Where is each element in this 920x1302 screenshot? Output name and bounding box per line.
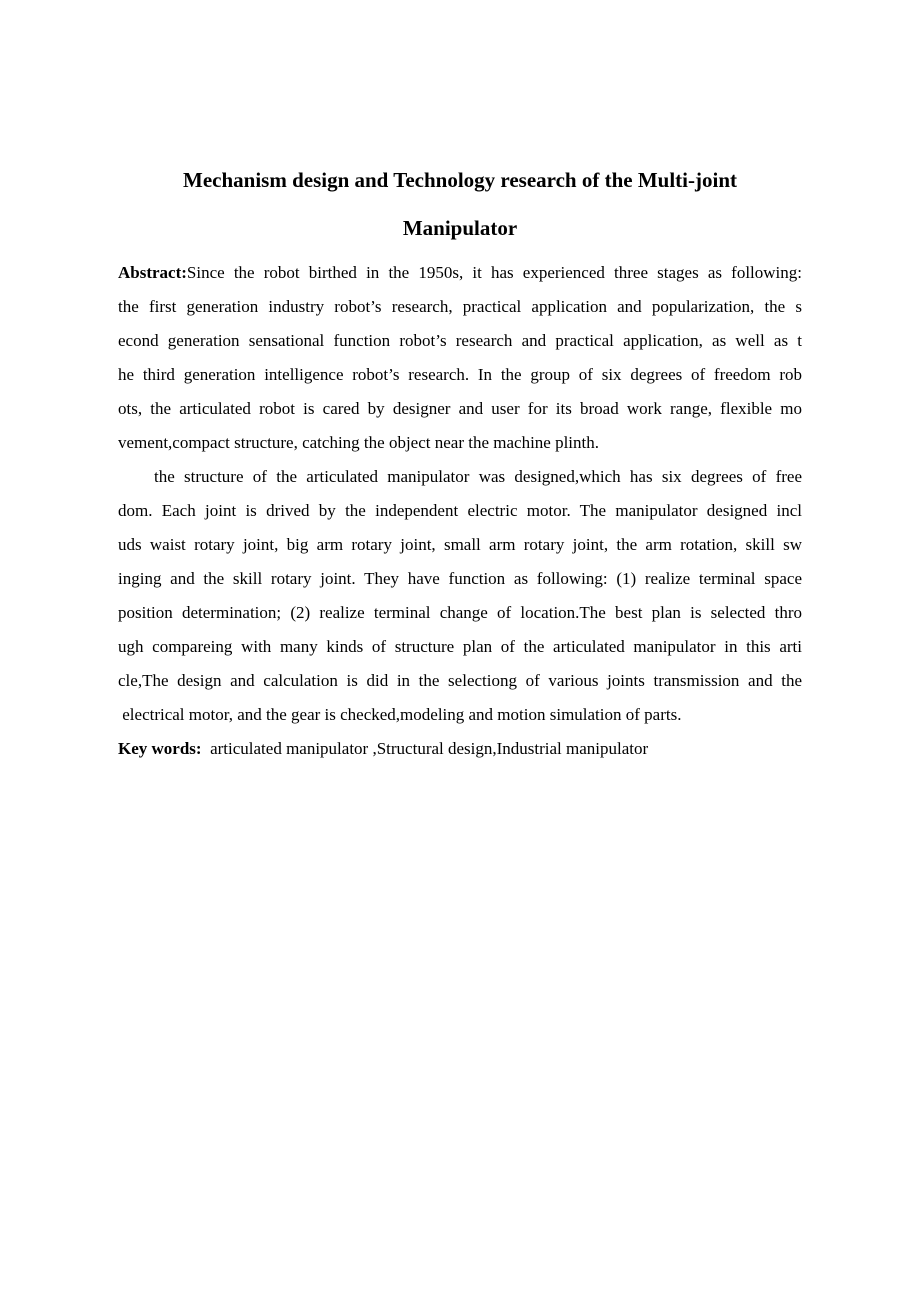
abstract-para2-line-6: ugh compareing with many kinds of structure plan of the articulated manipulator in this arti	[118, 637, 802, 656]
abstract-text-line: Since the robot birthed in the 1950s, it has experienced three stages as following:	[186, 263, 802, 282]
keywords-line	[118, 739, 802, 759]
keywords-label: Key words:	[118, 739, 202, 758]
abstract-para2-line-4: inging and the skill rotary joint. They have function as following: (1) realize terminal space	[118, 569, 802, 588]
abstract-para2-line-5: position determination; (2) realize terminal change of location.The best plan is selected thro	[118, 603, 802, 622]
abstract-line-1	[118, 263, 802, 283]
paper-title-line-1: Mechanism design and Technology research of the Multi-joint	[183, 168, 737, 192]
keywords-text: articulated manipulator ,Structural design,Industrial manipulator	[201, 739, 649, 758]
abstract-label: Abstract:	[118, 263, 187, 282]
abstract-line-2: the first generation industry robot’s research, practical application and popularization, the s	[118, 297, 802, 316]
abstract-line-6: vement,compact structure, catching the object near the machine plinth.	[118, 433, 600, 452]
abstract-para2-line-2: dom. Each joint is drived by the independent electric motor. The manipulator designed incl	[118, 501, 802, 520]
abstract-line-4: he third generation intelligence robot’s research. In the group of six degrees of freedom rob	[118, 365, 802, 384]
abstract-para2-line-7: cle,The design and calculation is did in the selectiong of various joints transmission and the	[118, 671, 802, 690]
abstract-para2-line-8: electrical motor, and the gear is checked,modeling and motion simulation of parts.	[118, 705, 682, 724]
abstract-para2-line-3: uds waist rotary joint, big arm rotary joint, small arm rotary joint, the arm rotation, skill sw	[118, 535, 802, 554]
paper-title-line-2: Manipulator	[402, 216, 518, 240]
abstract-para2-line-1: the structure of the articulated manipulator was designed,which has six degrees of free	[154, 467, 802, 486]
abstract-line-5: ots, the articulated robot is cared by designer and user for its broad work range, flexible mo	[118, 399, 802, 418]
abstract-line-3: econd generation sensational function robot’s research and practical application, as well as t	[118, 331, 802, 350]
